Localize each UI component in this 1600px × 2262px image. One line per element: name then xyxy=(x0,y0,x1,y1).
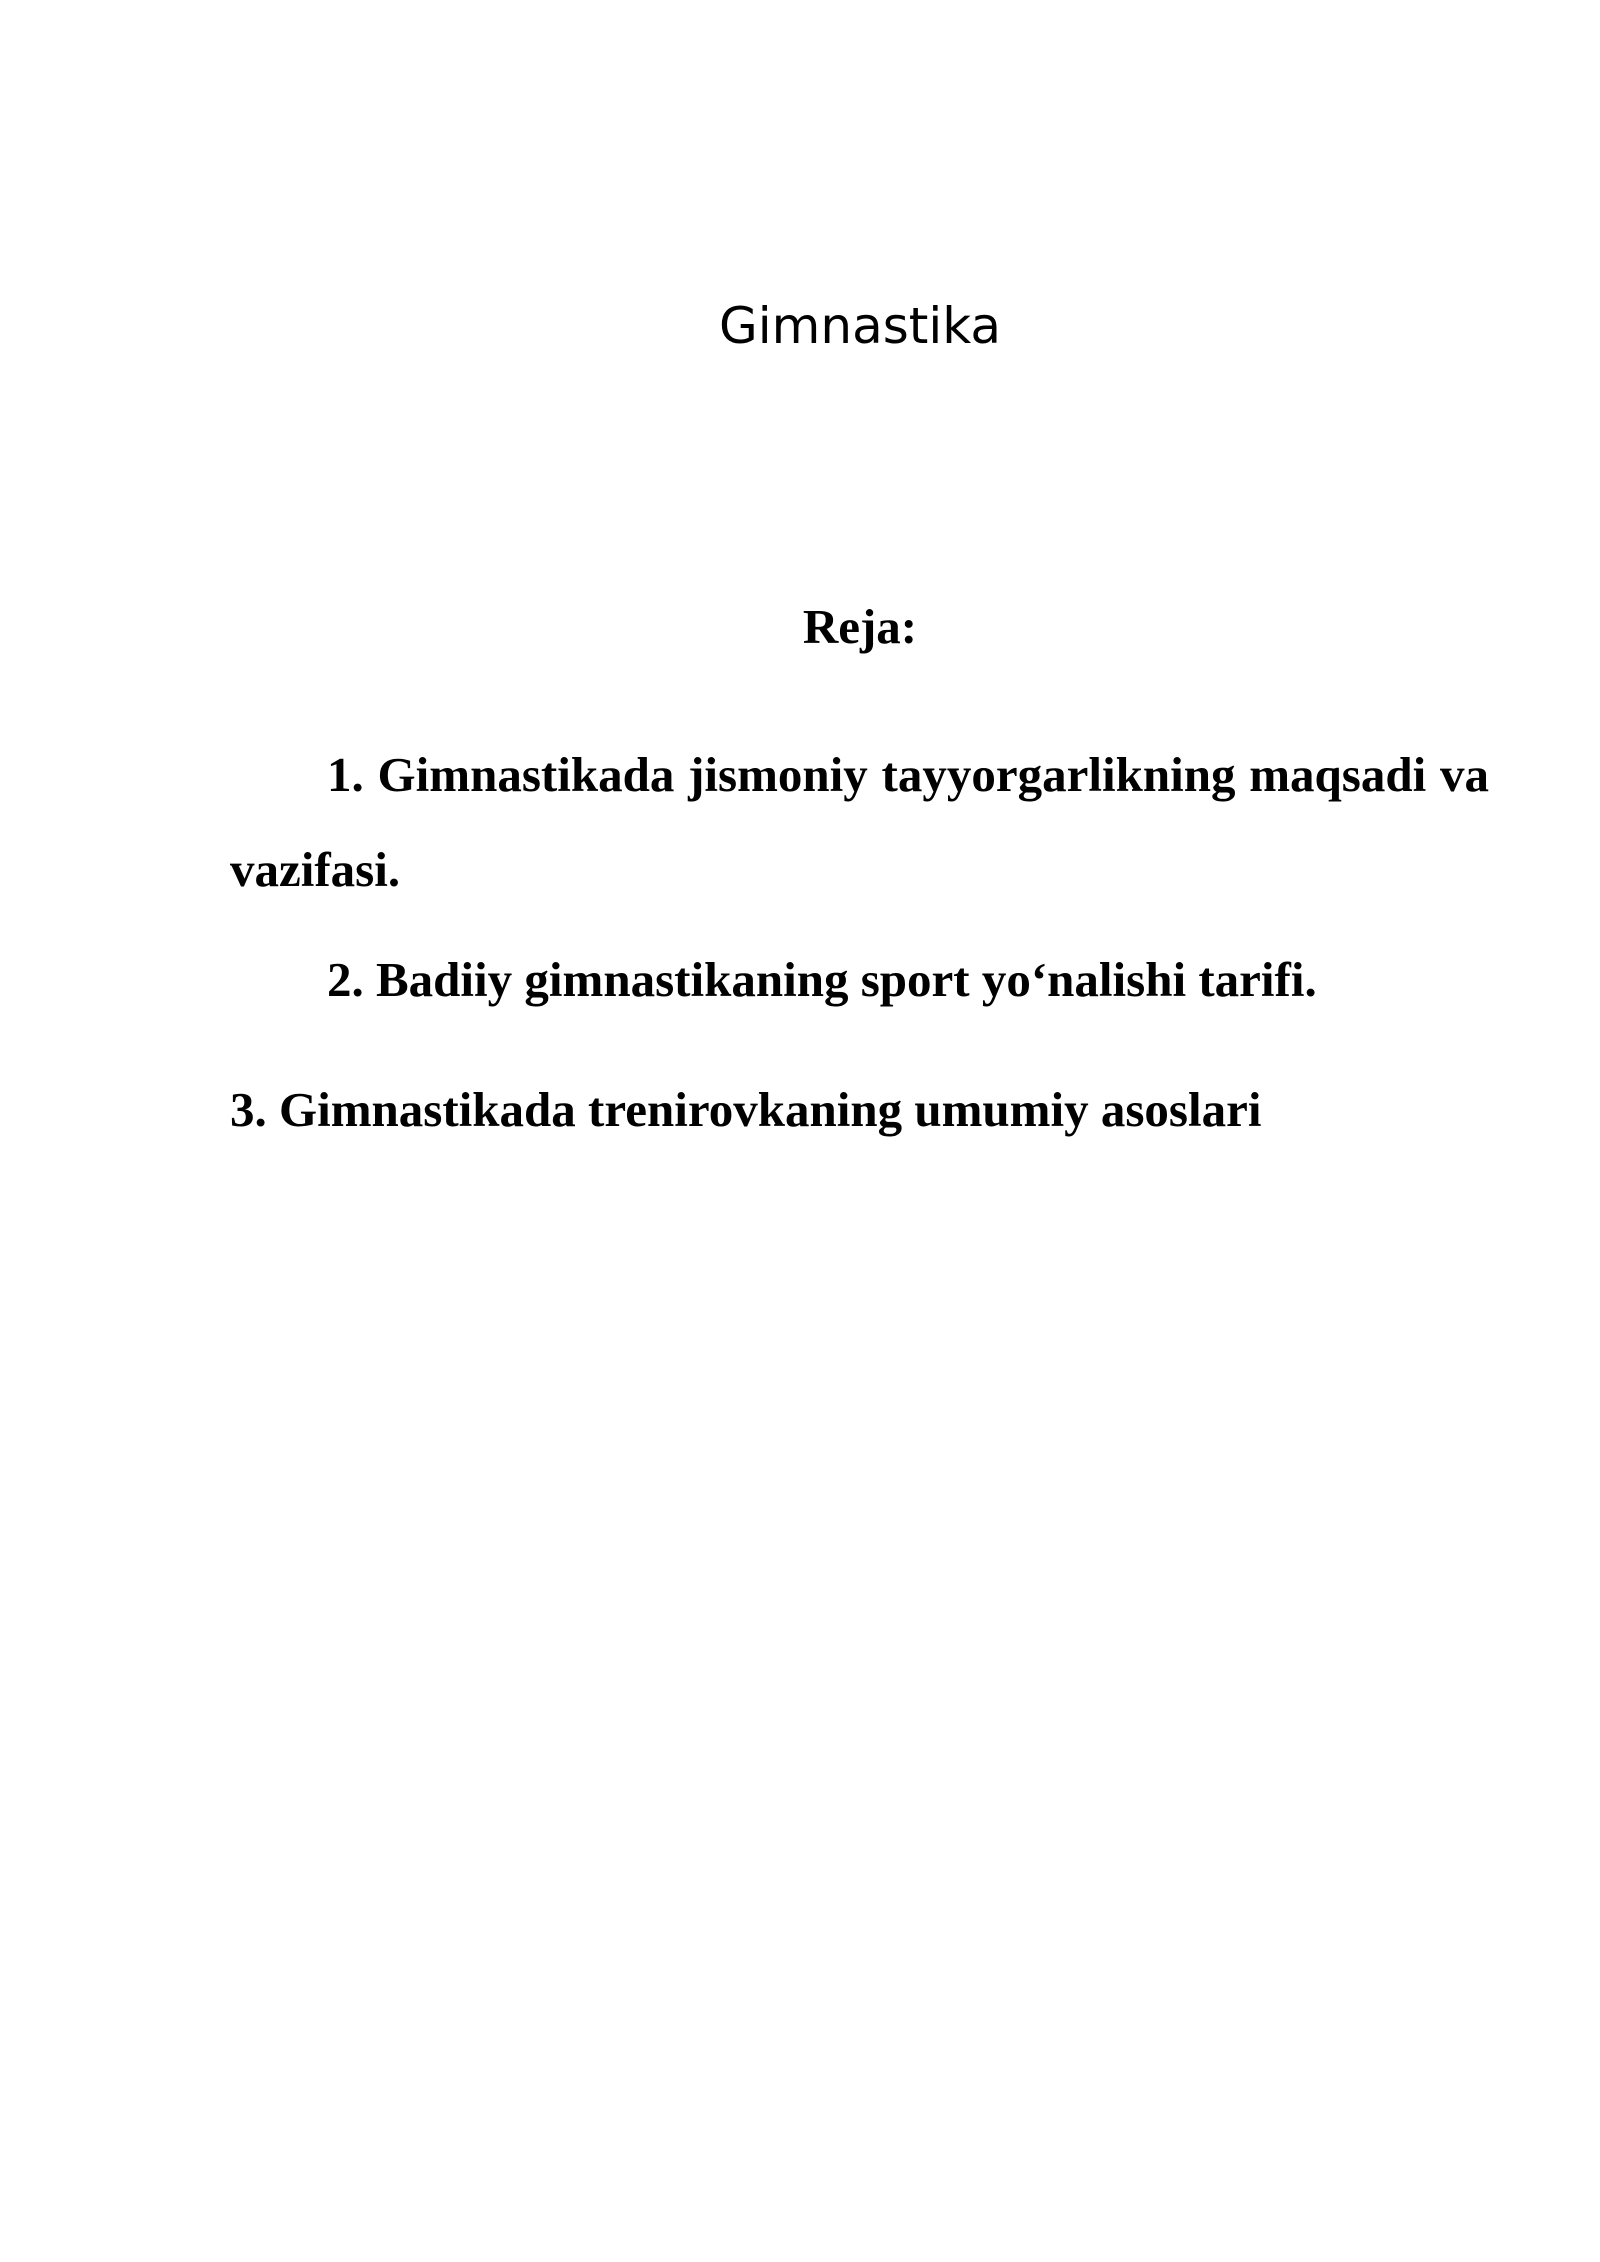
plan-item-1: 1. Gimnastikada jismoniy tayyorgarlikning maqsadi va vazifasi. xyxy=(230,747,1489,897)
plan-item-2: 2. Badiiy gimnastikaning sport yo‘nalishi tarifi. xyxy=(327,952,1317,1007)
plan-heading: Reja: xyxy=(802,599,918,654)
document-title: Gimnastika xyxy=(719,297,1001,355)
plan-item-3: 3. Gimnastikada trenirovkaning umumiy asoslari xyxy=(230,1082,1262,1137)
